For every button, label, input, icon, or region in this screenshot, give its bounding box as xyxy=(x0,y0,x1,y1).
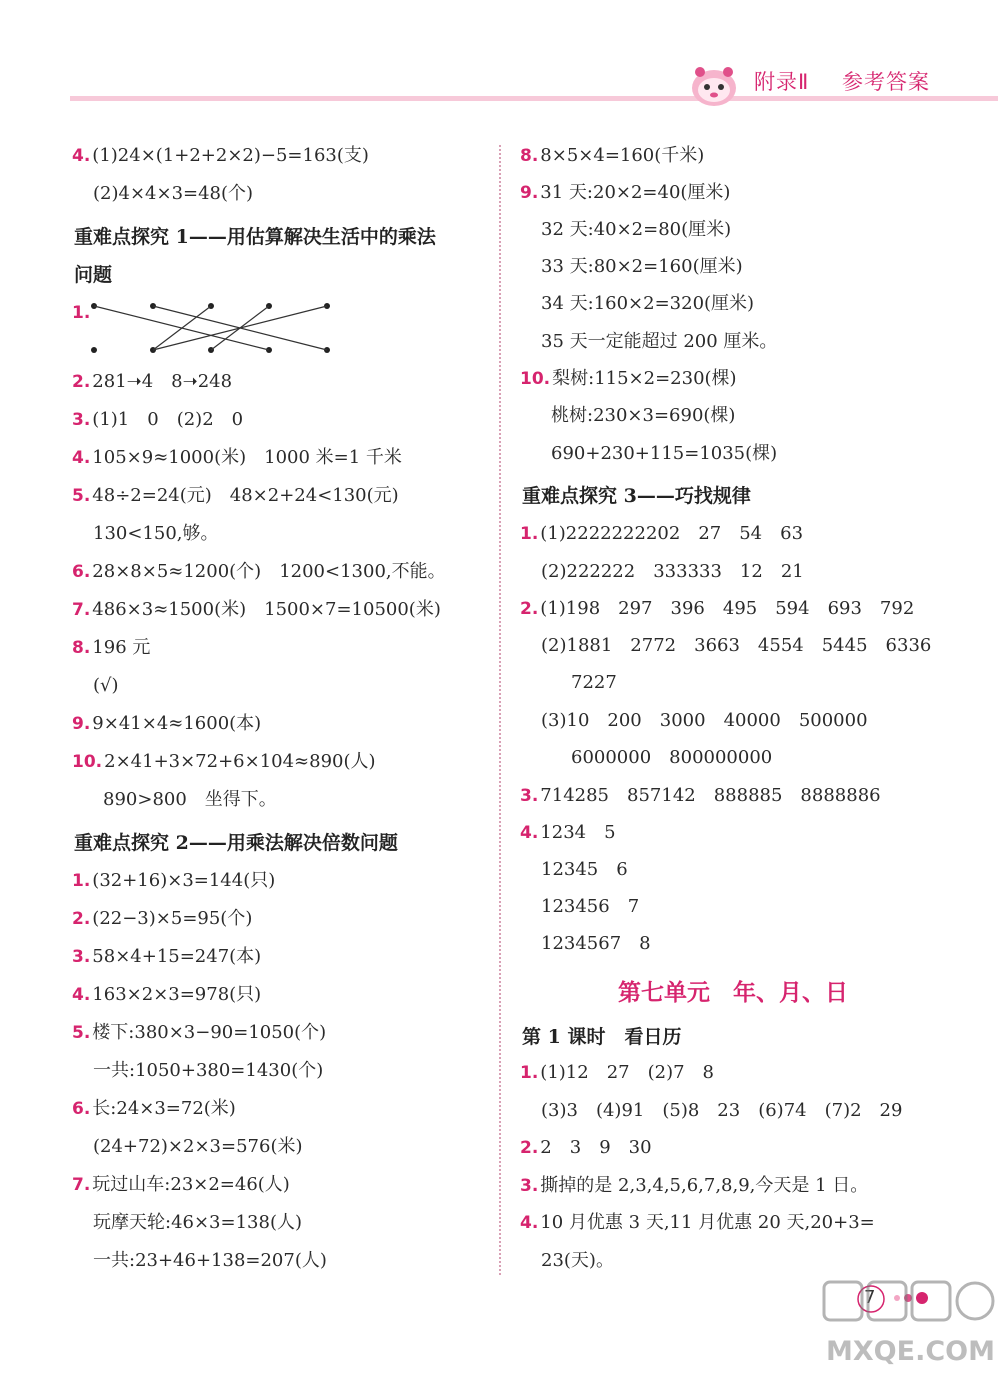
answer-line: 5. 48÷2=24(元) 48×2+24<130(元) xyxy=(72,485,399,506)
answer-line: 6000000 800000000 xyxy=(571,747,773,768)
matching-lines-diagram xyxy=(88,300,338,356)
answer-line: 10. 2×41+3×72+6×104≈890(人) xyxy=(72,751,376,772)
answer-line: 4. 10 月优惠 3 天,11 月优惠 20 天,20+3= xyxy=(520,1212,875,1233)
answer-line: 2. 281➝4 8➝248 xyxy=(72,371,233,392)
answer-line: 8. 196 元 xyxy=(72,637,151,658)
watermark-logo xyxy=(820,1278,995,1373)
answer-line: 5. 楼下:380×3−90=1050(个) xyxy=(72,1022,327,1043)
answer-line: 123456 7 xyxy=(541,896,640,917)
answer-line: 6. 28×8×5≈1200(个) 1200<1300,不能。 xyxy=(72,561,446,582)
unit-title: 第七单元 年、月、日 xyxy=(618,979,848,1006)
answer-line: (2)4×4×3=48(个) xyxy=(93,183,254,204)
column-divider xyxy=(499,145,501,1275)
answer-line: 4. 1234 5 xyxy=(520,822,616,843)
answer-line: 3. (1)1 0 (2)2 0 xyxy=(72,409,244,430)
answer-line: 桃树:230×3=690(棵) xyxy=(551,405,736,426)
answer-line: 10. 梨树:115×2=230(棵) xyxy=(520,368,737,389)
answer-line: 7227 xyxy=(571,672,617,693)
answer-line: 7. 486×3≈1500(米) 1500×7=10500(米) xyxy=(72,599,441,620)
answer-line: 一共:23+46+138=207(人) xyxy=(93,1250,327,1271)
header-answers: 参考答案 xyxy=(842,70,930,94)
answer-line: 玩摩天轮:46×3=138(人) xyxy=(93,1212,302,1233)
answer-line: 890>800 坐得下。 xyxy=(103,789,277,810)
header-appendix: 附录Ⅱ xyxy=(754,70,810,94)
answer-line: 8. 8×5×4=160(千米) xyxy=(520,145,705,166)
answer-line: (√) xyxy=(93,675,119,696)
answer-line: (24+72)×2×3=576(米) xyxy=(93,1136,303,1157)
answer-line: 6. 长:24×3=72(米) xyxy=(72,1098,236,1119)
answer-line: 33 天:80×2=160(厘米) xyxy=(541,256,743,277)
answer-line: 690+230+115=1035(棵) xyxy=(551,443,778,464)
answer-line: 9. 31 天:20×2=40(厘米) xyxy=(520,182,731,203)
mascot-icon xyxy=(688,62,740,108)
answer-line: 1. (32+16)×3=144(只) xyxy=(72,870,276,891)
answer-line: 9. 9×41×4≈1600(本) xyxy=(72,713,262,734)
answer-line: (2)1881 2772 3663 4554 5445 6336 xyxy=(541,635,932,656)
answer-line: 4. 163×2×3=978(只) xyxy=(72,984,262,1005)
section-title: 重难点探究 1——用估算解决生活中的乘法 xyxy=(74,226,436,248)
answer-line: 1. xyxy=(72,303,91,323)
header-rule xyxy=(70,96,998,101)
answer-line: 12345 6 xyxy=(541,859,628,880)
section-title: 重难点探究 2——用乘法解决倍数问题 xyxy=(74,832,398,854)
answer-line: 3. 714285 857142 888885 8888886 xyxy=(520,785,881,806)
answer-line: 34 天:160×2=320(厘米) xyxy=(541,293,755,314)
answer-line: 2. (1)198 297 396 495 594 693 792 xyxy=(520,598,915,619)
page-number: 7 xyxy=(864,1287,876,1308)
answer-line: 35 天一定能超过 200 厘米。 xyxy=(541,331,778,352)
answer-line: 7. 玩过山车:23×2=46(人) xyxy=(72,1174,290,1195)
watermark-text: MXQE.COM xyxy=(826,1336,995,1367)
answer-line: 1. (1)2222222202 27 54 63 xyxy=(520,523,804,544)
answer-line: 4. (1)24×(1+2+2×2)−5=163(支) xyxy=(72,145,369,166)
lesson-title: 第 1 课时 看日历 xyxy=(522,1026,682,1048)
answer-line: 4. 105×9≈1000(米) 1000 米=1 千米 xyxy=(72,447,402,468)
answer-line: (3)3 (4)91 (5)8 23 (6)74 (7)2 29 xyxy=(541,1100,903,1121)
answer-line: 1. (1)12 27 (2)7 8 xyxy=(520,1062,715,1083)
answer-line: 3. 撕掉的是 2,3,4,5,6,7,8,9,今天是 1 日。 xyxy=(520,1175,869,1196)
answer-line: (2)222222 333333 12 21 xyxy=(541,561,804,582)
answer-line: 2. (22−3)×5=95(个) xyxy=(72,908,253,929)
answer-line: 32 天:40×2=80(厘米) xyxy=(541,219,732,240)
answer-line: 2. 2 3 9 30 xyxy=(520,1137,652,1158)
section-title: 问题 xyxy=(74,264,113,286)
answer-line: (3)10 200 3000 40000 500000 xyxy=(541,710,868,731)
answer-line: 3. 58×4+15=247(本) xyxy=(72,946,262,967)
section-title: 重难点探究 3——巧找规律 xyxy=(522,485,751,507)
answer-line: 1234567 8 xyxy=(541,933,651,954)
answer-line: 130<150,够。 xyxy=(93,523,219,544)
answer-line: 23(天)。 xyxy=(541,1250,614,1271)
answer-line: 一共:1050+380=1430(个) xyxy=(93,1060,324,1081)
